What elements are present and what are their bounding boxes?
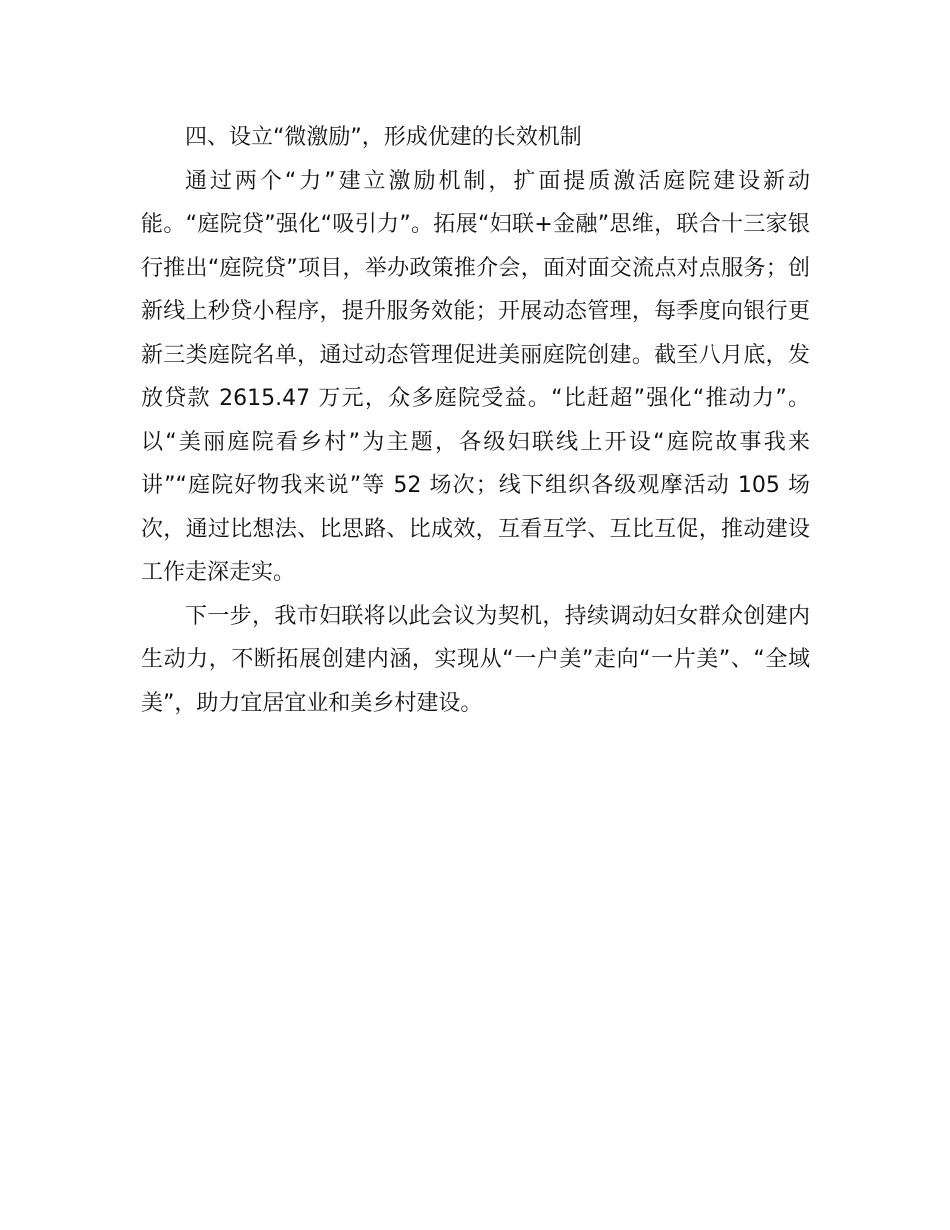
document-body bbox=[141, 116, 810, 725]
body-paragraph-next-step: 下一步，我市妇联将以此会议为契机，持续调动妇女群众创建内生动力，不断拓展创建内涵，实现从“一户美”走向“一片美”、“全域美”，助力宜居宜业和美乡村建设。 bbox=[141, 603, 810, 716]
section-heading: 四、设立“微激励”，形成优建的长效机制 bbox=[185, 125, 582, 150]
body-paragraph-incentive: 通过两个“力”建立激励机制，扩面提质激活庭院建设新动能。“庭院贷”强化“吸引力”。拓展“妇联+金融”思维，联合十三家银行推出“庭院贷”项目，举办政策推介会，面对面交流点对点服务；创新线上秒贷小程序，提升服务效能；开展动态管理，每季度向银行更新三类庭院名单，通过动态管理促进美丽庭院创建。截至八月底，发放贷款 2615.47 万元，众多庭院受益。“比赶超”强化“推动力”。以“美丽庭院看乡村”为主题，各级妇联线上开设“庭院故事我来讲”“庭院好物我来说”等 52 场次；线下组织各级观摩活动 105 场次，通过比想法、比思路、比成效，互看互学、互比互促，推动建设工作走深走实。 bbox=[141, 168, 810, 585]
